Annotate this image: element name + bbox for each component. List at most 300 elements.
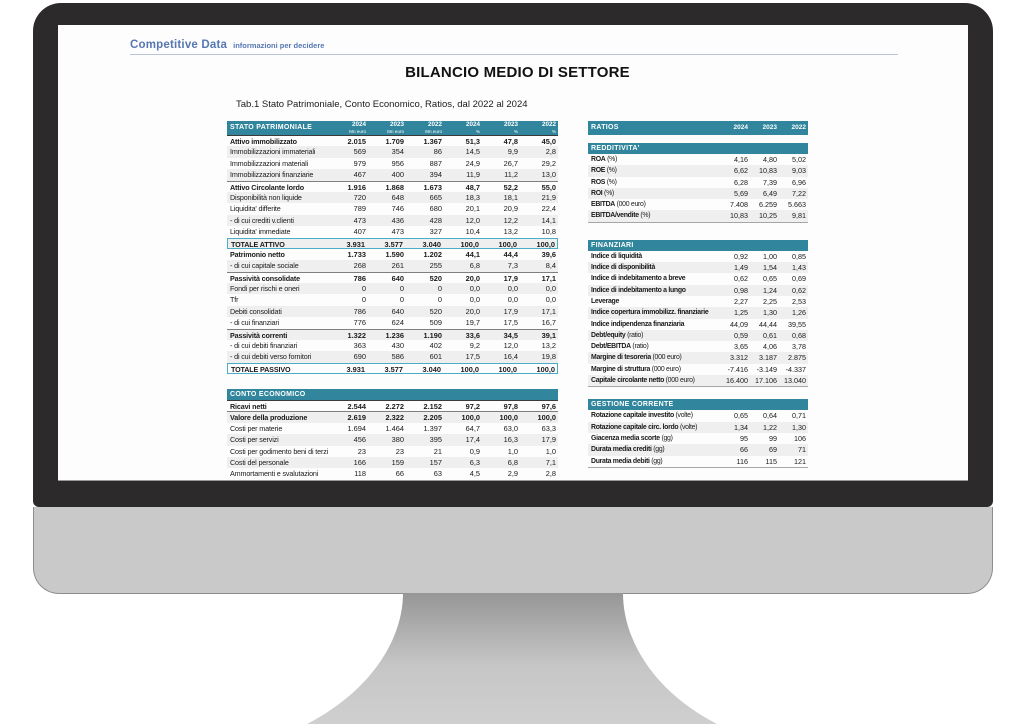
table-row [588, 352, 808, 363]
row-value: 402 [429, 341, 442, 351]
row-label: Immobilizzazioni finanziarie [230, 170, 314, 180]
row-label: TOTALE PASSIVO [231, 364, 291, 374]
table-row [588, 375, 808, 386]
row-value: 1.322 [347, 330, 366, 340]
row-value: 17,1 [541, 306, 556, 316]
row-label: - di cui debiti finanziari [230, 341, 298, 351]
row-value: 0,0 [469, 295, 480, 305]
row-value: 1.709 [385, 137, 404, 146]
row-value: 1.190 [423, 330, 442, 340]
row-value: 0 [437, 295, 442, 305]
row-value: 10,83 [730, 211, 748, 221]
row-value: 100,0 [536, 364, 555, 374]
row-value: 0 [361, 284, 366, 294]
row-value: 17,5 [503, 318, 518, 328]
row-label: Disponibilità non liquide [230, 192, 302, 202]
column-header: 2022 [791, 124, 806, 131]
row-value: 39,55 [788, 319, 806, 329]
row-value: 0,0 [469, 284, 480, 294]
row-value: 48,7 [465, 182, 480, 192]
row-value: 1,0 [507, 446, 518, 456]
table-body [227, 400, 558, 480]
row-label: Attivo immobilizzato [230, 137, 297, 146]
column-header: 2024 % [465, 121, 480, 134]
row-value: 1.202 [423, 249, 442, 259]
row-value: 21,9 [541, 192, 556, 202]
row-value: 0 [399, 295, 404, 305]
row-value: 0,69 [792, 274, 806, 284]
row-label: Passività correnti [230, 330, 288, 340]
row-value: 17,1 [541, 273, 556, 283]
table-row [227, 457, 558, 468]
table-row [588, 330, 808, 341]
table-row [227, 169, 558, 180]
table-row [588, 165, 808, 176]
brand-logo [130, 35, 324, 53]
row-value: 0 [361, 295, 366, 305]
section-gestione-corrente [588, 399, 808, 467]
row-label: Ricavi netti [230, 402, 267, 411]
row-value: 51,3 [465, 137, 480, 146]
row-value: 430 [391, 341, 404, 351]
row-value: 255 [429, 261, 442, 271]
row-value: 640 [391, 306, 404, 316]
row-value: 3.931 [346, 364, 365, 374]
row-label: Capitale circolante netto (000 euro) [591, 377, 695, 385]
table-row [227, 238, 558, 249]
row-value: 20,0 [465, 273, 480, 283]
row-value: 66 [395, 469, 404, 479]
row-label: Durata media debiti (gg) [591, 457, 663, 465]
row-value: 17,9 [541, 435, 556, 445]
table-row [588, 422, 808, 433]
row-value: 473 [391, 227, 404, 237]
row-value: 3.577 [384, 239, 403, 249]
row-value: 1,25 [734, 308, 748, 318]
table-row [588, 251, 808, 262]
row-value: 0,0 [545, 295, 556, 305]
row-value: 436 [391, 215, 404, 225]
row-label: Immobilizzazioni immateriali [230, 147, 316, 157]
row-value: 11,2 [504, 170, 518, 180]
row-value: 16,7 [541, 318, 556, 328]
row-label: Rotazione capitale circ. lordo (volte) [591, 423, 698, 431]
row-value: 7.408 [730, 200, 748, 210]
row-value: 0,68 [792, 330, 806, 340]
row-value: 2,9 [507, 469, 518, 479]
column-header: 2023 % [503, 121, 518, 134]
row-value: 19,7 [465, 318, 480, 328]
row-value: 3.187 [759, 353, 777, 363]
row-value: 9,9 [507, 147, 518, 157]
row-value: 2.152 [423, 402, 442, 411]
table-row [588, 154, 808, 165]
row-value: 6,96 [792, 177, 806, 187]
row-value: 6,62 [734, 166, 748, 176]
row-value: 5,69 [734, 188, 748, 198]
row-value: 2,8 [545, 147, 556, 157]
row-value: 21 [433, 446, 442, 456]
table-row [227, 340, 558, 351]
row-label: Indice di liquidità [591, 252, 642, 260]
row-value: 6.259 [759, 200, 777, 210]
table-row [588, 210, 808, 221]
row-value: 10,4 [465, 227, 480, 237]
row-value: 0,62 [734, 274, 748, 284]
row-value: 9,2 [469, 341, 480, 351]
column-header: 2022 Mn euro [425, 121, 442, 134]
row-label: EBITDA/vendite (%) [591, 212, 651, 220]
table-row [588, 273, 808, 284]
row-label: EBITDA (000 euro) [591, 201, 646, 209]
row-value: 23 [395, 446, 404, 456]
table-stato-patrimoniale [227, 121, 558, 374]
row-label: Debt/EBITDA (ratio) [591, 343, 649, 351]
monitor-screen [58, 25, 968, 480]
row-value: 16.400 [726, 376, 748, 386]
row-value: 456 [353, 435, 366, 445]
row-value: 100,0 [460, 364, 479, 374]
row-value: 1.694 [347, 423, 366, 433]
row-value: 467 [353, 170, 366, 180]
row-value: 6,28 [734, 177, 748, 187]
row-value: 16,3 [503, 435, 518, 445]
row-label: Costi per servizi [230, 435, 279, 445]
row-label: Immobilizzazioni materiali [230, 158, 308, 168]
row-value: 0,59 [734, 330, 748, 340]
row-value: 71 [798, 445, 806, 455]
table-conto-economico [227, 389, 558, 480]
row-label: Fondi per rischi e oneri [230, 284, 300, 294]
row-label: - di cui capitale sociale [230, 261, 299, 271]
row-value: 19,8 [541, 352, 556, 362]
row-value: 3.931 [346, 239, 365, 249]
row-value: 24,9 [465, 158, 480, 168]
row-value: 39,6 [541, 249, 556, 259]
row-value: 624 [391, 318, 404, 328]
row-label: Indice di indebitamento a lungo [591, 286, 686, 294]
row-value: 1,26 [792, 308, 806, 318]
row-value: 100,0 [536, 239, 555, 249]
row-label: - di cui crediti v.clienti [230, 215, 294, 225]
row-value: 166 [353, 457, 366, 467]
table-header [588, 121, 808, 135]
row-value: 23 [357, 446, 366, 456]
row-value: 268 [353, 261, 366, 271]
table-body [227, 135, 558, 374]
row-value: 473 [353, 215, 366, 225]
row-label: Liquidita' differite [230, 204, 281, 214]
column-header: 2023 Mn euro [387, 121, 404, 134]
row-value: 7,39 [763, 177, 777, 187]
row-value: 63 [433, 469, 442, 479]
row-value: 95 [740, 433, 748, 443]
row-label: Tfr [230, 295, 239, 305]
table-row [227, 215, 558, 226]
row-value: 1,49 [734, 263, 748, 273]
row-value: 6,49 [763, 188, 777, 198]
row-value: 44,1 [465, 249, 480, 259]
row-value: 97,2 [465, 402, 480, 411]
section-title: REDDITIVITA' [588, 143, 808, 154]
row-value: 0,0 [507, 284, 518, 294]
brand-tagline: informazioni per decidere [233, 41, 325, 50]
row-value: 13.040 [784, 376, 806, 386]
row-value: 64,7 [465, 423, 480, 433]
row-value: 0,92 [734, 251, 748, 261]
column-header: 2022 % [541, 121, 556, 134]
row-value: 0,65 [734, 411, 748, 421]
row-value: 20,9 [503, 204, 518, 214]
row-value: -3.149 [756, 364, 777, 374]
row-value: 10,25 [759, 211, 777, 221]
table-row [588, 341, 808, 352]
row-value: 690 [353, 352, 366, 362]
row-value: 0,65 [763, 274, 777, 284]
row-value: 66 [740, 445, 748, 455]
row-label: Rotazione capitale investito (volte) [591, 412, 693, 420]
row-value: 159 [391, 457, 404, 467]
row-value: 39,1 [541, 330, 556, 340]
row-value: 18,3 [465, 192, 480, 202]
row-value: 115 [765, 456, 777, 466]
row-value: 157 [429, 457, 442, 467]
row-value: 354 [391, 147, 404, 157]
row-value: 6,8 [469, 261, 480, 271]
row-value: 2.619 [347, 413, 366, 423]
row-value: 4,80 [763, 155, 777, 164]
row-label: ROI (%) [591, 189, 614, 197]
row-label: Liquidita' immediate [230, 227, 291, 237]
row-value: 63,0 [503, 423, 518, 433]
table-row [227, 306, 558, 317]
row-value: 2.272 [385, 402, 404, 411]
column-header: 2024 Mn euro [349, 121, 366, 134]
row-value: 6,3 [469, 457, 480, 467]
row-value: 22,4 [541, 204, 556, 214]
header-divider [130, 54, 898, 55]
row-value: 106 [794, 433, 806, 443]
row-value: 26,7 [503, 158, 518, 168]
row-value: 116 [736, 456, 748, 466]
row-value: 363 [353, 341, 366, 351]
table-row [227, 146, 558, 157]
table-row [588, 456, 808, 467]
table-row [588, 177, 808, 188]
row-value: 2.875 [788, 353, 806, 363]
section-finanziari [588, 240, 808, 388]
row-value: 97,8 [503, 402, 518, 411]
row-label: Margine di tesoreria (000 euro) [591, 354, 682, 362]
row-value: 17,4 [465, 435, 480, 445]
row-value: 1,24 [763, 285, 777, 295]
row-label: Patrimonio netto [230, 249, 285, 259]
row-value: 3.040 [422, 364, 441, 374]
row-value: 18,1 [503, 192, 518, 202]
table-row [227, 203, 558, 214]
year-columns [330, 121, 558, 135]
row-value: 29,2 [541, 158, 556, 168]
table-row [227, 468, 558, 479]
row-value: 52,2 [503, 182, 518, 192]
row-value: 44,4 [503, 249, 518, 259]
row-value: 11,9 [466, 170, 480, 180]
row-value: 407 [353, 227, 366, 237]
row-value: 99 [769, 433, 777, 443]
row-label: ROE (%) [591, 167, 617, 175]
table-row [588, 307, 808, 318]
table-row [227, 329, 558, 340]
row-value: 0,71 [792, 411, 806, 421]
table-row [588, 410, 808, 421]
row-value: 10,83 [759, 166, 777, 176]
row-label: Giacenza media scorte (gg) [591, 434, 673, 442]
row-value: 1,00 [763, 251, 777, 261]
row-value: 2.322 [385, 413, 404, 423]
row-value: 0,62 [792, 285, 806, 295]
table-row [227, 249, 558, 260]
table-title: STATO PATRIMONIALE [230, 124, 313, 131]
row-label: Passività consolidate [230, 273, 300, 283]
table-row [227, 192, 558, 203]
row-value: 13,0 [541, 170, 556, 180]
row-value: 100,0 [537, 413, 556, 423]
row-value: 0,0 [507, 295, 518, 305]
row-value: 12,0 [503, 341, 518, 351]
year-columns [721, 121, 808, 135]
row-value: 720 [353, 192, 366, 202]
row-value: 1,43 [792, 263, 806, 273]
table-body [588, 154, 808, 223]
row-value: 680 [429, 204, 442, 214]
row-value: 55,0 [541, 182, 556, 192]
row-value: 9,81 [792, 211, 806, 221]
row-label: Indice di disponibilità [591, 264, 656, 272]
table-row [588, 296, 808, 307]
row-value: 1,0 [545, 446, 556, 456]
row-value: 4,5 [469, 469, 480, 479]
table-row [227, 400, 558, 411]
row-value: 10,8 [541, 227, 556, 237]
row-value: 7,22 [792, 188, 806, 198]
row-label: Durata media crediti (gg) [591, 446, 665, 454]
row-value: 1.367 [423, 137, 442, 146]
row-value: 1,30 [792, 422, 806, 432]
table-row [227, 181, 558, 192]
row-value: 100,0 [499, 413, 518, 423]
table-row [227, 226, 558, 237]
row-value: 586 [391, 352, 404, 362]
row-value: 8,4 [545, 261, 556, 271]
table-row [588, 433, 808, 444]
table-title: RATIOS [591, 124, 619, 131]
row-value: 121 [794, 456, 806, 466]
row-value: 44,09 [730, 319, 748, 329]
row-value: 7,1 [545, 457, 556, 467]
table-row [227, 260, 558, 271]
row-label: Debt/equity (ratio) [591, 331, 644, 339]
table-row [227, 135, 558, 146]
page-title: BILANCIO MEDIO DI SETTORE [405, 64, 630, 81]
row-value: 0,64 [763, 411, 777, 421]
table-row [588, 444, 808, 455]
row-value: 5.663 [788, 200, 806, 210]
row-value: 509 [429, 318, 442, 328]
row-value: 17,9 [503, 306, 518, 316]
row-value: 1.236 [385, 330, 404, 340]
row-value: 2,27 [734, 296, 748, 306]
table-row [588, 364, 808, 375]
row-value: 0,85 [792, 251, 806, 261]
row-label: ROA (%) [591, 156, 617, 163]
row-label: Valore della produzione [230, 413, 308, 423]
section-title: GESTIONE CORRENTE [588, 399, 808, 410]
row-value: 100,0 [498, 239, 517, 249]
row-value: 327 [429, 227, 442, 237]
row-value: 7,3 [507, 261, 518, 271]
section-title: FINANZIARI [588, 240, 808, 251]
table-row [227, 351, 558, 362]
row-value: 2,53 [792, 296, 806, 306]
row-label: ROS (%) [591, 178, 617, 186]
table-title: CONTO ECONOMICO [227, 389, 558, 400]
row-value: 44,44 [759, 319, 777, 329]
table-row [227, 294, 558, 305]
row-value: 1.916 [347, 182, 366, 192]
table-row [227, 446, 558, 457]
row-value: 569 [353, 147, 366, 157]
row-value: 1.590 [385, 249, 404, 259]
row-value: 1.733 [347, 249, 366, 259]
row-value: 0,0 [545, 284, 556, 294]
row-value: 1.673 [423, 182, 442, 192]
row-value: 34,5 [503, 330, 518, 340]
row-value: 2,25 [763, 296, 777, 306]
row-value: 1,30 [763, 308, 777, 318]
row-value: 20,0 [465, 306, 480, 316]
row-value: 3,65 [734, 342, 748, 352]
row-label: - di cui finanziari [230, 318, 280, 328]
row-value: 2,8 [545, 469, 556, 479]
row-value: 428 [429, 215, 442, 225]
table-header [227, 121, 558, 135]
row-value: 4,16 [734, 155, 748, 164]
row-value: 0,9 [469, 446, 480, 456]
row-label: Costi per materie [230, 423, 283, 433]
row-value: 394 [429, 170, 442, 180]
row-label: TOTALE ATTIVO [231, 239, 285, 248]
row-value: 400 [391, 170, 404, 180]
row-value: 33,6 [465, 330, 480, 340]
row-value: 746 [391, 204, 404, 214]
row-value: 1.464 [385, 423, 404, 433]
row-value: 2.544 [347, 402, 366, 411]
row-value: 12,0 [465, 215, 480, 225]
row-label: Debiti consolidati [230, 306, 282, 316]
table-row [227, 411, 558, 422]
row-value: 789 [353, 204, 366, 214]
column-header: 2024 [733, 124, 748, 131]
table-body [588, 410, 808, 467]
row-value: 640 [391, 273, 404, 283]
row-value: 3.040 [422, 239, 441, 249]
row-value: 14,1 [541, 215, 556, 225]
row-value: 261 [391, 261, 404, 271]
row-label: Costi per godimento beni di terzi [230, 446, 329, 456]
row-label: Costi del personale [230, 457, 289, 467]
row-value: 1.397 [423, 423, 442, 433]
row-value: 13,2 [541, 341, 556, 351]
